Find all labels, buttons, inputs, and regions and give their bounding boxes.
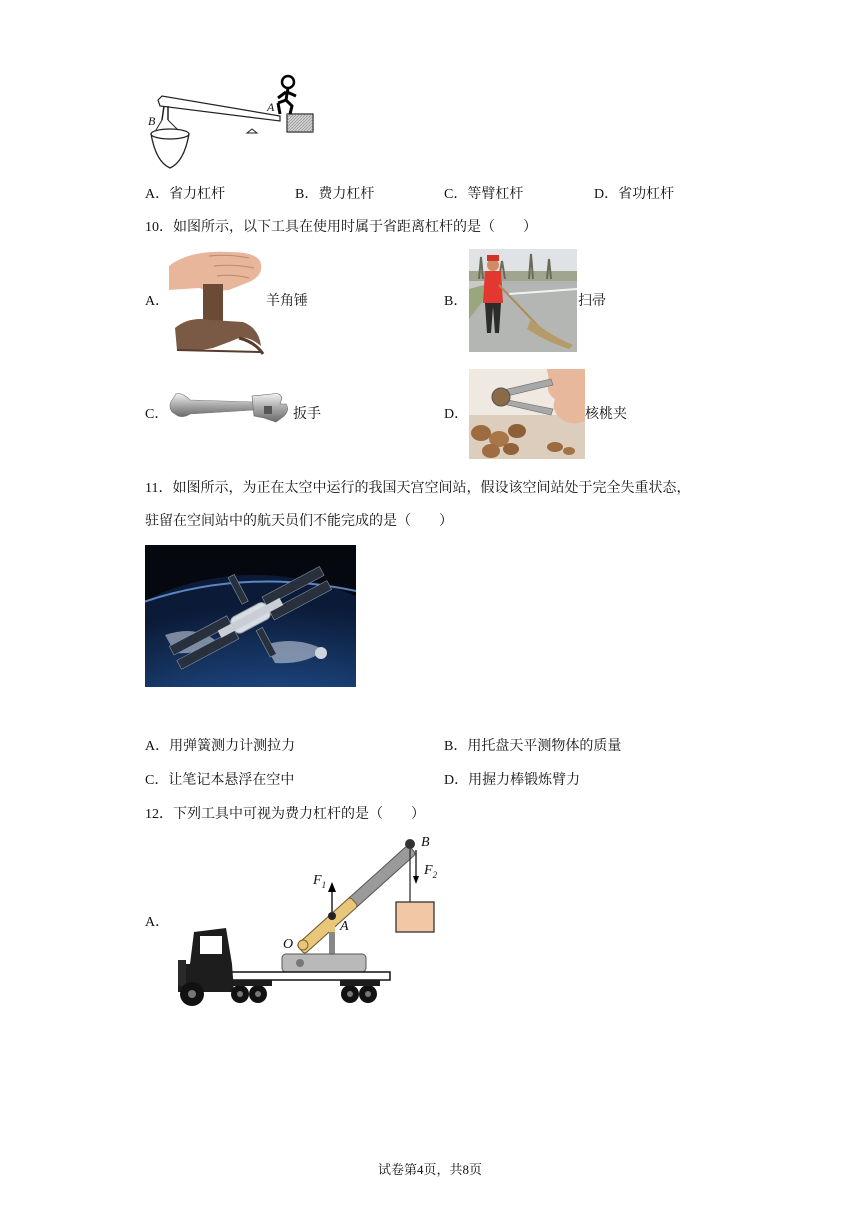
q10-stem: 10．如图所示，以下工具在使用时属于省距离杠杆的是（ ） [145,220,537,235]
wrench-photo [168,388,290,428]
q10-option-a-caption: 羊角锤 [266,294,308,309]
q9-option-b-letter: B． [295,187,319,202]
crane-label-f1-sub: 1 [321,879,327,890]
q9-option-a-letter: A． [145,187,170,202]
crane-label-f1-letter: F [313,873,322,888]
crane-label-f2-sub: 2 [432,869,438,880]
q9-option-a-text: 省力杠杆 [169,187,226,202]
q10-option-c-letter[interactable]: C． [145,407,169,422]
q11-stem-line2: 驻留在空间站中的航天员们不能完成的是（ ） [145,514,453,529]
page-footer: 试卷第4页，共8页 [377,1162,482,1177]
q11-option-c[interactable] [145,772,294,790]
q11-option-a[interactable] [145,738,295,756]
crane-label-a: A [340,919,349,934]
q10-option-b-caption: 扫帚 [578,294,606,309]
q9-option-b[interactable] [295,186,374,204]
q11-option-c-text: 让笔记本悬浮在空中 [168,773,295,788]
q11-option-d-letter: D． [444,773,469,788]
crane-truck-figure [170,832,450,1010]
lever-label-b: B [148,114,156,128]
crane-label-o: O [283,937,294,952]
q11-option-a-text: 用弹簧测力计测拉力 [169,739,296,754]
q10-option-c-caption: 扳手 [293,407,321,422]
crane-label-b: B [421,835,430,850]
nutcracker-photo [469,369,585,459]
q10-option-a-letter[interactable]: A． [145,294,170,309]
q9-option-c-text: 等臂杠杆 [467,187,524,202]
q9-option-c-letter: C． [444,187,468,202]
q11-option-a-letter: A． [145,739,170,754]
q11-option-d[interactable] [444,772,580,790]
space-station-photo [145,545,356,687]
q10-option-d-caption: 核桃夹 [585,407,627,422]
crane-label-f1 [313,872,326,894]
claw-hammer-photo [169,246,265,356]
lever-label-a: A [267,100,275,114]
crane-label-f2 [424,862,437,884]
q9-option-d-text: 省功杠杆 [618,187,675,202]
q11-option-d-text: 用握力棒锻炼臂力 [468,773,581,788]
q12-option-a-letter[interactable]: A． [145,915,170,930]
q9-option-d-letter: D． [594,187,619,202]
q10-option-b-letter[interactable]: B． [444,294,468,309]
q11-option-b-letter: B． [444,739,468,754]
q9-option-b-text: 费力杠杆 [318,187,375,202]
q9-option-a[interactable] [145,186,225,204]
q10-option-d-letter[interactable]: D． [444,407,469,422]
broom-sweeper-photo [469,249,577,352]
q11-option-b[interactable] [444,738,621,756]
crane-label-f2-letter: F [424,863,433,878]
q11-option-c-letter: C． [145,773,169,788]
q9-option-c[interactable] [444,186,523,204]
lever-figure [140,70,330,172]
q9-option-d[interactable] [594,186,674,204]
q12-stem: 12．下列工具中可视为费力杠杆的是（ ） [145,807,425,822]
q11-option-b-text: 用托盘天平测物体的质量 [467,739,622,754]
q11-stem-line1: 11．如图所示，为正在太空中运行的我国天宫空间站，假设该空间站处于完全失重状态， [145,481,691,496]
